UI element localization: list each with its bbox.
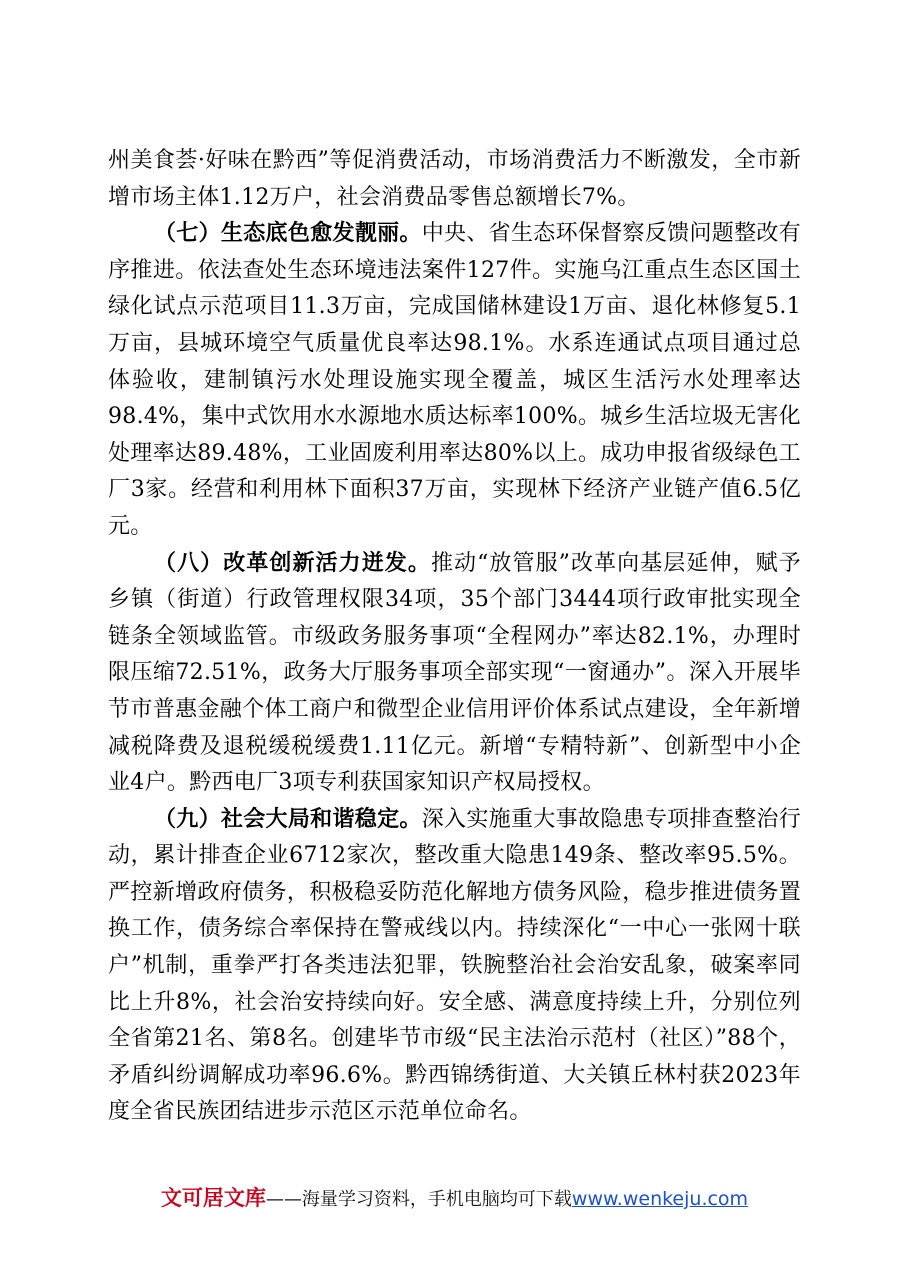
paragraph-society <box>108 802 801 1131</box>
paragraph-reform <box>108 546 801 802</box>
footer-banner <box>0 1182 909 1212</box>
footer-tagline: ——海量学习资料，手机电脑均可下载 <box>265 1189 572 1210</box>
section-heading: （七）生态底色愈发靓丽。 <box>154 221 422 247</box>
document-body <box>108 143 801 1131</box>
paragraph-text: 深入实施重大事故隐患专项排查整治行动，累计排查企业6712家次，整改重大隐患149条、整改率95.5%。严控新增政府债务，积极稳妥防范化解地方债务风险，稳步推进债务置换工作，债务综合率保持在警戒线以内。持续深化“一中心一张网十联户”机制，重拳严打各类违法犯罪，铁腕整治社会治安乱象，破案率同比上升8%，社会治安持续向好。安全感、满意度持续上升，分别位列全省第21名、第8名。创建毕节市级“民主法治示范村（社区）”88个，矛盾纠纷调解成功率96.6%。黔西锦绣街道、大关镇丘林村获2023年度全省民族团结进步示范区示范单位命名。 <box>108 806 801 1125</box>
paragraph-text: 中央、省生态环保督察反馈问题整改有序推进。依法查处生态环境违法案件127件。实施乌江重点生态区国土绿化试点示范项目11.3万亩，完成国储林建设1万亩、退化林修复5.1万亩，县城环境空气质量优良率达98.1%。水系连通试点项目通过总体验收，建制镇污水处理设施实现全覆盖，城区生活污水处理率达98.4%，集中式饮用水水源地水质达标率100%。城乡生活垃圾无害化处理率达89.48%，工业固废利用率达80%以上。成功申报省级绿色工厂3家。经营和利用林下面积37万亩，实现林下经济产业链产值6.5亿元。 <box>108 221 801 539</box>
paragraph-text: 州美食荟·好味在黔西”等促消费活动，市场消费活力不断激发，全市新增市场主体1.12万户，社会消费品零售总额增长7%。 <box>108 148 801 210</box>
paragraph-continuation <box>108 143 801 216</box>
footer-brand: 文可居文库 <box>160 1186 266 1210</box>
paragraph-text: 推动“放管服”改革向基层延伸，赋予乡镇（街道）行政管理权限34项，35个部门3444项行政审批实现全链条全领域监管。市级政务服务事项“全程网办”率达82.1%，办理时限压缩72.51%，政务大厅服务事项全部实现“一窗通办”。深入开展毕节市普惠金融个体工商户和微型企业信用评价体系试点建设，全年新增减税降费及退税缓税缓费1.11亿元。新增“专精特新”、创新型中小企业4户。黔西电厂3项专利获国家知识产权局授权。 <box>108 550 801 796</box>
footer-site-link[interactable]: www.wenkeju.com <box>571 1188 749 1210</box>
paragraph-ecology <box>108 216 801 545</box>
section-heading: （八）改革创新活力迸发。 <box>154 550 431 576</box>
section-heading: （九）社会大局和谐稳定。 <box>154 806 422 832</box>
